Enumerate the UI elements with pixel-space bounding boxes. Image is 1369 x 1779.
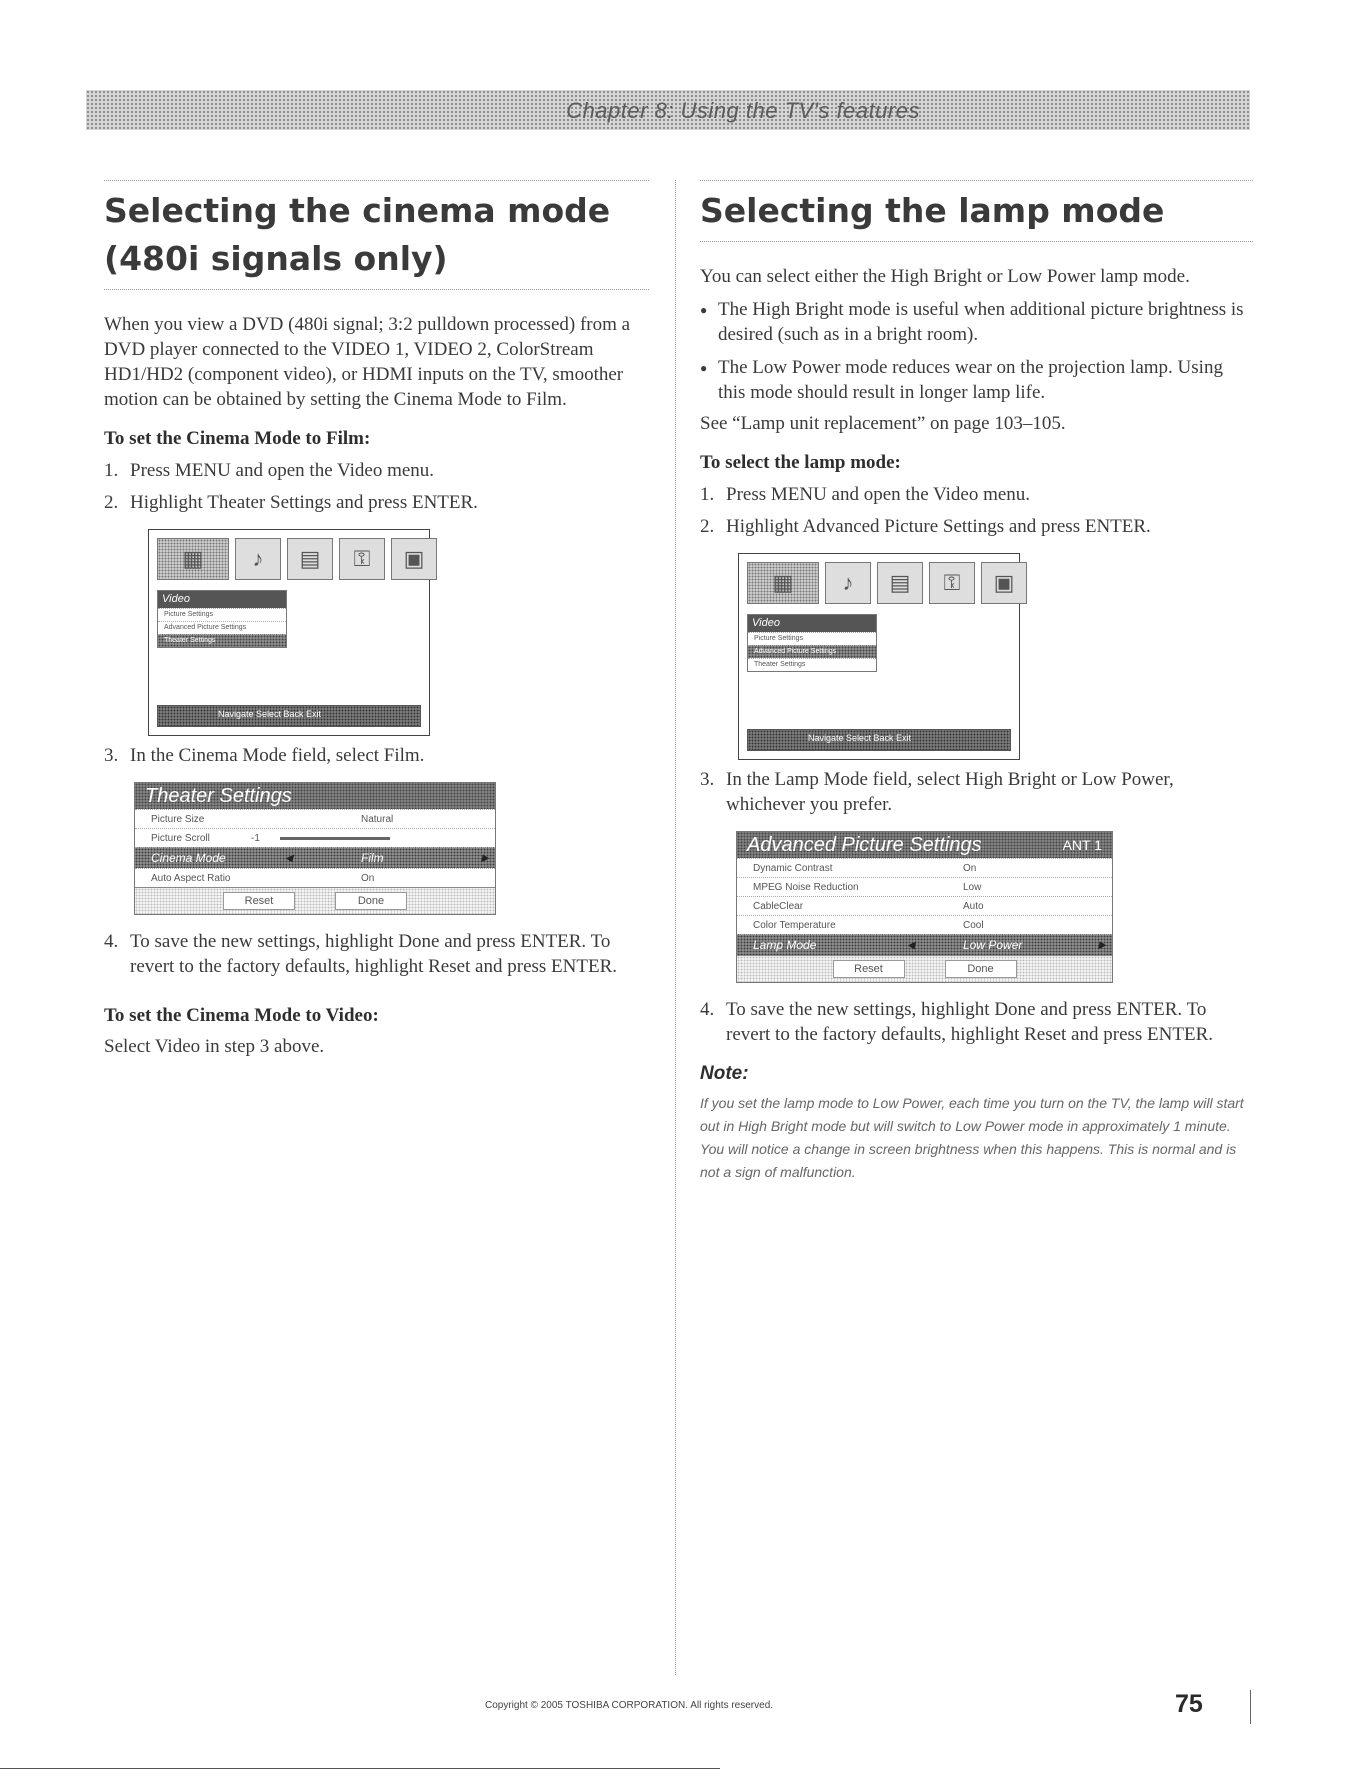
video-menu-screenshot [148,529,430,736]
step-1 [700,482,1253,507]
menu-item-advanced-picture-settings: Advanced Picture Settings [748,645,876,658]
step-number: 1. [104,460,119,481]
submenu-title: Video [748,615,876,632]
step-number: 3. [104,745,119,766]
step-text: Press MENU and open the Video menu. [726,484,1031,505]
reset-button: Reset [223,892,295,910]
step-number: 3. [700,769,715,790]
bullet-text: The High Bright mode is useful when additional picture brightness is desired (such as in a bright room). [718,299,1244,345]
row-label: Picture Scroll [151,832,210,844]
panel-row [135,868,495,887]
antenna-indicator: ANT 1 [1062,837,1102,853]
row-value: Cool [963,919,984,931]
step-2 [700,514,1253,539]
panel-title-text: Advanced Picture Settings [747,834,982,856]
menu-item-advanced-picture-settings: Advanced Picture Settings [158,621,286,634]
panel-buttons [135,887,495,914]
theater-settings-panel [134,782,496,915]
subheading-film: To set the Cinema Mode to Film: [104,428,371,449]
step-text: To save the new settings, highlight Done and press ENTER. To revert to the factory defaults, highlight Reset and press ENTER. [726,999,1214,1045]
row-value: Natural [361,813,394,825]
page-number: 75 [1175,1690,1203,1718]
menu-item-picture-settings: Picture Settings [158,608,286,621]
row-value: Auto [963,900,984,912]
subheading-video: To set the Cinema Mode to Video: [104,1005,379,1026]
see-reference: See “Lamp unit replacement” on page 103–105. [700,413,1066,434]
left-column [104,180,649,1059]
step-4 [104,929,649,979]
video-menu-icon: ▦ [157,538,229,580]
menu-item-picture-settings: Picture Settings [748,632,876,645]
advanced-picture-settings-panel [736,831,1113,983]
step-text: Highlight Advanced Picture Settings and press ENTER. [726,516,1151,537]
bullet-item [700,297,1253,347]
step-number: 2. [104,492,119,513]
row-label: Auto Aspect Ratio [151,872,231,884]
menu-item-theater-settings: Theater Settings [748,658,876,671]
left-arrow-icon: ◀ [285,852,293,864]
bullet-icon: ● [700,361,708,375]
panel-row-selected [737,934,1112,955]
intro-paragraph: You can select either the High Bright or Low Power lamp mode. [700,266,1190,287]
row-label: Dynamic Contrast [753,862,833,874]
column-divider [675,180,676,1675]
note-heading: Note: [700,1063,749,1084]
subheading-lamp: To select the lamp mode: [700,452,901,473]
step-number: 2. [700,516,715,537]
top-rule [700,180,1253,181]
row-label: MPEG Noise Reduction [753,881,859,893]
row-label: Lamp Mode [753,938,817,952]
step-4 [700,997,1253,1047]
page-edge-mark [1250,1690,1251,1724]
step-text: Highlight Theater Settings and press ENTER. [130,492,478,513]
panel-row [737,896,1112,915]
bottom-rule [0,1768,720,1769]
section-title-lamp: Selecting the lamp mode [700,191,1165,230]
menu-icon-row [157,538,437,580]
row-value: -1 [251,832,260,844]
copyright-text: Copyright © 2005 TOSHIBA CORPORATION. All rights reserved. [485,1700,774,1711]
step-number: 4. [104,931,119,952]
row-value: Low Power [963,938,1023,952]
bullet-icon: ● [700,303,708,317]
navigation-bar [747,729,1011,751]
step-text: Press MENU and open the Video menu. [130,460,435,481]
setup-icon: ▤ [287,538,333,580]
lock-icon: ⚿ [929,562,975,604]
panel-row [737,858,1112,877]
video-submenu [747,614,877,672]
setup-icon: ▤ [877,562,923,604]
step-text: In the Cinema Mode field, select Film. [130,745,425,766]
right-arrow-icon: ▶ [481,852,489,864]
video-menu-screenshot [738,553,1020,760]
left-arrow-icon: ◀ [907,939,915,951]
row-value: Low [963,881,982,893]
right-arrow-icon: ▶ [1098,939,1106,951]
applications-icon: ▣ [391,538,437,580]
panel-row-selected [135,847,495,868]
applications-icon: ▣ [981,562,1027,604]
chapter-header-bar [86,90,1250,130]
panel-row [737,877,1112,896]
step-2 [104,490,649,515]
navigation-hint: Navigate Select Back Exit [808,733,912,743]
top-rule [104,180,649,181]
step-text: To save the new settings, highlight Done and press ENTER. To revert to the factory defaults, highlight Reset and press ENTER. [130,931,618,977]
step-number: 1. [700,484,715,505]
step-number: 4. [700,999,715,1020]
row-value: On [361,872,375,884]
step-1 [104,458,649,483]
row-label: CableClear [753,900,804,912]
title-line-2: (480i signals only) [104,239,448,278]
row-label: Picture Size [151,813,205,825]
step-text: In the Lamp Mode field, select High Bright or Low Power, whichever you prefer. [726,769,1174,815]
row-value: Film [361,851,384,865]
chapter-title: Chapter 8: Using the TV's features [566,98,920,123]
panel-row [737,915,1112,934]
video-submenu [157,590,287,648]
section-title-cinema [104,187,649,283]
step-3 [700,767,1253,817]
bullet-text: The Low Power mode reduces wear on the projection lamp. Using this mode should result in longer lamp life. [718,357,1223,403]
lock-icon: ⚿ [339,538,385,580]
row-value: On [963,862,977,874]
audio-icon: ♪ [825,562,871,604]
title-line-1: Selecting the cinema mode [104,191,611,230]
done-button: Done [945,960,1017,978]
video-menu-icon: ▦ [747,562,819,604]
panel-buttons [737,955,1112,982]
note-body: If you set the lamp mode to Low Power, each time you turn on the TV, the lamp will start out in High Bright mode but will switch to Low Power mode in approximately 1 minute. You will notice a change in screen brightness when this happens. This is normal and is not a sign of malfunction. [700,1095,1244,1180]
row-label: Cinema Mode [151,851,226,865]
navigation-bar [157,705,421,727]
video-instruction: Select Video in step 3 above. [104,1036,325,1057]
panel-row [135,828,495,847]
panel-row [135,809,495,828]
title-rule [104,289,649,290]
menu-icon-row [747,562,1027,604]
picture-scroll-slider [280,837,390,840]
right-column [700,180,1253,1184]
menu-item-theater-settings: Theater Settings [158,634,286,647]
panel-title [737,832,1112,858]
step-3 [104,743,649,768]
title-rule [700,241,1253,242]
navigation-hint: Navigate Select Back Exit [218,709,322,719]
intro-paragraph: When you view a DVD (480i signal; 3:2 pulldown processed) from a DVD player connected to the VIDEO 1, VIDEO 2, ColorStream HD1/HD2 (component video), or HDMI inputs on the TV, smoother motion can be obtained by setting the Cinema Mode to Film. [104,314,631,410]
reset-button: Reset [833,960,905,978]
submenu-title: Video [158,591,286,608]
done-button: Done [335,892,407,910]
row-label: Color Temperature [753,919,836,931]
panel-title: Theater Settings [135,783,495,809]
bullet-item [700,355,1253,405]
audio-icon: ♪ [235,538,281,580]
